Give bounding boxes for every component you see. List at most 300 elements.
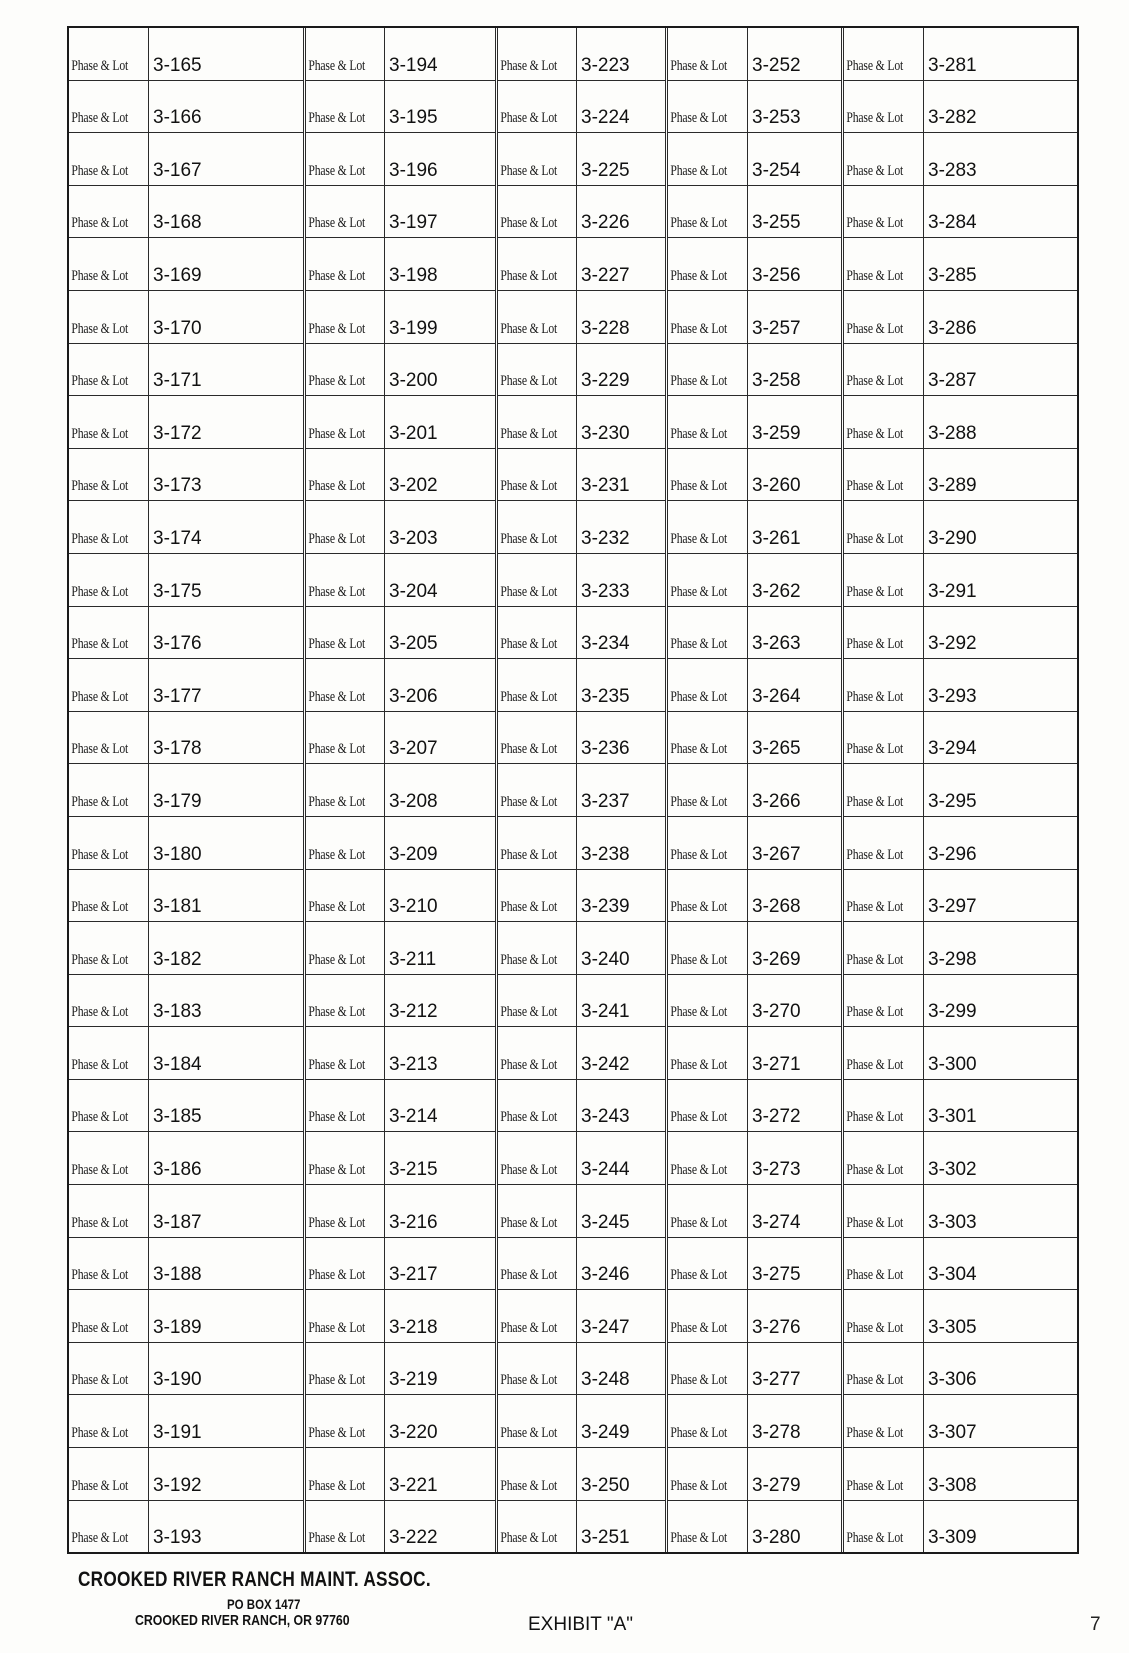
phase-lot-label-cell	[306, 238, 385, 290]
phase-lot-label-cell	[668, 607, 748, 659]
phase-lot-label: Phase & Lot	[308, 425, 366, 442]
table-row	[668, 396, 841, 449]
table-row	[844, 870, 1077, 923]
phase-lot-label-cell	[844, 1290, 924, 1342]
lot-number: 3-257	[752, 317, 801, 339]
phase-lot-label-cell	[844, 1185, 924, 1237]
lot-number: 3-245	[581, 1211, 630, 1233]
phase-lot-label-cell	[844, 186, 924, 238]
phase-lot-label-cell	[844, 133, 924, 185]
phase-lot-label: Phase & Lot	[71, 688, 129, 705]
phase-lot-label: Phase & Lot	[500, 373, 558, 390]
phase-lot-label-cell	[69, 659, 149, 711]
table-row	[69, 501, 303, 554]
table-row	[69, 186, 303, 239]
phase-lot-label: Phase & Lot	[71, 1372, 129, 1389]
lot-column-block	[844, 28, 1077, 1552]
table-row	[306, 449, 495, 502]
table-row	[668, 554, 841, 607]
phase-lot-label: Phase & Lot	[670, 1267, 728, 1284]
phase-lot-label: Phase & Lot	[71, 636, 129, 653]
lot-number: 3-295	[928, 790, 977, 812]
table-row	[498, 291, 665, 344]
lot-number: 3-178	[153, 738, 202, 760]
table-row	[498, 1501, 665, 1553]
table-row	[498, 1395, 665, 1448]
table-row	[844, 1501, 1077, 1553]
table-row	[668, 817, 841, 870]
phase-lot-label: Phase & Lot	[500, 110, 558, 127]
lot-number: 3-293	[928, 685, 977, 707]
table-row	[306, 291, 495, 344]
table-row	[498, 186, 665, 239]
phase-lot-label-cell	[306, 712, 385, 764]
organization-name: CROOKED RIVER RANCH MAINT. ASSOC.	[78, 1568, 431, 1591]
phase-lot-label-cell	[668, 291, 748, 343]
lot-number: 3-272	[752, 1106, 801, 1128]
phase-lot-label-cell	[306, 1027, 385, 1079]
lot-number: 3-206	[389, 685, 438, 707]
phase-lot-label-cell	[844, 975, 924, 1027]
phase-lot-label-cell	[498, 1343, 577, 1395]
lot-number: 3-297	[928, 896, 977, 918]
phase-lot-label: Phase & Lot	[308, 1162, 366, 1179]
page-number: 7	[1090, 1614, 1101, 1635]
phase-lot-label: Phase & Lot	[846, 1056, 904, 1073]
table-row	[69, 712, 303, 765]
phase-lot-label-cell	[844, 1395, 924, 1447]
lot-number: 3-191	[153, 1422, 202, 1444]
table-row	[306, 1185, 495, 1238]
phase-lot-label-cell	[306, 501, 385, 553]
phase-lot-label: Phase & Lot	[670, 478, 728, 495]
table-row	[844, 81, 1077, 134]
phase-lot-label: Phase & Lot	[500, 1425, 558, 1442]
phase-lot-label-cell	[69, 1238, 149, 1290]
phase-lot-label: Phase & Lot	[71, 1319, 129, 1336]
phase-lot-label: Phase & Lot	[670, 1530, 728, 1547]
table-row	[668, 1185, 841, 1238]
lot-number: 3-271	[752, 1053, 801, 1075]
table-row	[306, 133, 495, 186]
phase-lot-label-cell	[69, 186, 149, 238]
table-row	[306, 1501, 495, 1553]
phase-lot-label: Phase & Lot	[308, 1109, 366, 1126]
lot-number: 3-247	[581, 1316, 630, 1338]
lot-number: 3-189	[153, 1316, 202, 1338]
lot-number: 3-256	[752, 264, 801, 286]
lot-number: 3-305	[928, 1316, 977, 1338]
lot-number: 3-180	[153, 843, 202, 865]
lot-number: 3-308	[928, 1474, 977, 1496]
phase-lot-label: Phase & Lot	[670, 583, 728, 600]
lot-number: 3-188	[153, 1264, 202, 1286]
lot-number: 3-172	[153, 422, 202, 444]
phase-lot-label: Phase & Lot	[308, 530, 366, 547]
lot-number: 3-263	[752, 633, 801, 655]
phase-lot-label-cell	[69, 712, 149, 764]
lot-number: 3-250	[581, 1474, 630, 1496]
table-row	[306, 1080, 495, 1133]
table-row	[844, 1395, 1077, 1448]
lot-number: 3-195	[389, 107, 438, 129]
table-row	[498, 817, 665, 870]
phase-lot-label: Phase & Lot	[670, 1477, 728, 1494]
phase-lot-label: Phase & Lot	[71, 1267, 129, 1284]
table-row	[306, 1395, 495, 1448]
lot-number: 3-258	[752, 370, 801, 392]
lot-number: 3-285	[928, 264, 977, 286]
table-row	[844, 344, 1077, 397]
phase-lot-label-cell	[69, 922, 149, 974]
phase-lot-label-cell	[306, 1185, 385, 1237]
table-row	[844, 1238, 1077, 1291]
phase-lot-label: Phase & Lot	[846, 530, 904, 547]
lot-number: 3-167	[153, 159, 202, 181]
phase-lot-label-cell	[306, 764, 385, 816]
table-row	[69, 922, 303, 975]
table-row	[306, 1027, 495, 1080]
lot-number: 3-273	[752, 1159, 801, 1181]
table-row	[306, 1238, 495, 1291]
lot-number: 3-179	[153, 790, 202, 812]
table-row	[306, 81, 495, 134]
po-box: PO BOX 1477	[227, 1596, 301, 1612]
phase-lot-label: Phase & Lot	[670, 320, 728, 337]
phase-lot-label: Phase & Lot	[670, 267, 728, 284]
table-row	[306, 1132, 495, 1185]
table-row	[668, 238, 841, 291]
phase-lot-label: Phase & Lot	[71, 1109, 129, 1126]
table-row	[498, 81, 665, 134]
lot-number: 3-287	[928, 370, 977, 392]
phase-lot-label-cell	[69, 817, 149, 869]
phase-lot-label-cell	[844, 501, 924, 553]
phase-lot-label: Phase & Lot	[71, 793, 129, 810]
lot-number: 3-240	[581, 948, 630, 970]
phase-lot-label-cell	[498, 28, 577, 80]
lot-number: 3-264	[752, 685, 801, 707]
table-row	[668, 291, 841, 344]
lot-number: 3-278	[752, 1422, 801, 1444]
lot-number: 3-185	[153, 1106, 202, 1128]
phase-lot-label-cell	[498, 186, 577, 238]
lot-number: 3-249	[581, 1422, 630, 1444]
lot-number: 3-235	[581, 685, 630, 707]
phase-lot-label-cell	[69, 344, 149, 396]
table-row	[844, 1448, 1077, 1501]
phase-lot-label: Phase & Lot	[670, 951, 728, 968]
phase-lot-label-cell	[69, 1185, 149, 1237]
phase-lot-label-cell	[69, 1448, 149, 1500]
phase-lot-label: Phase & Lot	[670, 1109, 728, 1126]
phase-lot-label-cell	[306, 554, 385, 606]
phase-lot-label: Phase & Lot	[846, 267, 904, 284]
phase-lot-label-cell	[668, 1448, 748, 1500]
lot-number: 3-231	[581, 475, 630, 497]
phase-lot-label: Phase & Lot	[308, 162, 366, 179]
table-row	[844, 554, 1077, 607]
phase-lot-label: Phase & Lot	[308, 215, 366, 232]
phase-lot-label: Phase & Lot	[308, 1319, 366, 1336]
phase-lot-label: Phase & Lot	[500, 1319, 558, 1336]
phase-lot-label-cell	[668, 1238, 748, 1290]
phase-lot-label: Phase & Lot	[71, 215, 129, 232]
phase-lot-label-cell	[69, 1132, 149, 1184]
table-row	[668, 1448, 841, 1501]
phase-lot-label-cell	[668, 238, 748, 290]
table-row	[306, 1448, 495, 1501]
lot-number: 3-280	[752, 1527, 801, 1549]
lot-number: 3-219	[389, 1369, 438, 1391]
table-row	[498, 975, 665, 1028]
phase-lot-label-cell	[306, 975, 385, 1027]
lot-number: 3-277	[752, 1369, 801, 1391]
phase-lot-label-cell	[498, 1132, 577, 1184]
lot-number: 3-212	[389, 1001, 438, 1023]
lot-number: 3-210	[389, 896, 438, 918]
phase-lot-label-cell	[844, 870, 924, 922]
table-row	[69, 1501, 303, 1553]
lot-number: 3-227	[581, 264, 630, 286]
phase-lot-label: Phase & Lot	[71, 1425, 129, 1442]
lot-number: 3-177	[153, 685, 202, 707]
phase-lot-label-cell	[668, 1080, 748, 1132]
phase-lot-label-cell	[498, 764, 577, 816]
phase-lot-label: Phase & Lot	[71, 583, 129, 600]
table-row	[668, 344, 841, 397]
phase-lot-label: Phase & Lot	[670, 1162, 728, 1179]
table-row	[668, 28, 841, 81]
table-row	[668, 1027, 841, 1080]
phase-lot-label: Phase & Lot	[500, 1214, 558, 1231]
lot-number: 3-260	[752, 475, 801, 497]
phase-lot-label: Phase & Lot	[846, 1267, 904, 1284]
phase-lot-label: Phase & Lot	[846, 636, 904, 653]
phase-lot-label: Phase & Lot	[846, 846, 904, 863]
phase-lot-label: Phase & Lot	[71, 530, 129, 547]
phase-lot-label: Phase & Lot	[846, 688, 904, 705]
phase-lot-label-cell	[844, 659, 924, 711]
table-row	[668, 764, 841, 817]
lot-number: 3-255	[752, 212, 801, 234]
phase-lot-label-cell	[668, 870, 748, 922]
phase-lot-label: Phase & Lot	[71, 1530, 129, 1547]
table-row	[306, 870, 495, 923]
lot-number: 3-175	[153, 580, 202, 602]
phase-lot-label: Phase & Lot	[308, 688, 366, 705]
lot-number: 3-218	[389, 1316, 438, 1338]
phase-lot-label: Phase & Lot	[846, 57, 904, 74]
phase-lot-label-cell	[668, 1343, 748, 1395]
phase-lot-label: Phase & Lot	[71, 320, 129, 337]
lot-number: 3-253	[752, 107, 801, 129]
phase-lot-label-cell	[69, 1290, 149, 1342]
table-row	[668, 659, 841, 712]
lot-number: 3-298	[928, 948, 977, 970]
table-row	[306, 28, 495, 81]
table-row	[498, 238, 665, 291]
table-row	[668, 449, 841, 502]
lot-number: 3-192	[153, 1474, 202, 1496]
phase-lot-label: Phase & Lot	[500, 951, 558, 968]
table-row	[69, 1290, 303, 1343]
table-row	[306, 1343, 495, 1396]
table-row	[844, 712, 1077, 765]
table-row	[844, 764, 1077, 817]
lot-number: 3-193	[153, 1527, 202, 1549]
lot-number: 3-276	[752, 1316, 801, 1338]
table-row	[498, 28, 665, 81]
lot-number: 3-199	[389, 317, 438, 339]
phase-lot-label: Phase & Lot	[500, 267, 558, 284]
lot-number: 3-216	[389, 1211, 438, 1233]
phase-lot-label: Phase & Lot	[500, 57, 558, 74]
phase-lot-label-cell	[498, 291, 577, 343]
lot-number: 3-223	[581, 54, 630, 76]
table-row	[844, 607, 1077, 660]
phase-lot-label-cell	[69, 554, 149, 606]
phase-lot-label-cell	[306, 28, 385, 80]
table-row	[668, 1501, 841, 1553]
phase-lot-label-cell	[844, 291, 924, 343]
phase-lot-label: Phase & Lot	[846, 320, 904, 337]
lot-number: 3-197	[389, 212, 438, 234]
lot-number: 3-265	[752, 738, 801, 760]
lot-number: 3-304	[928, 1264, 977, 1286]
table-row	[69, 1448, 303, 1501]
phase-lot-label-cell	[498, 81, 577, 133]
phase-lot-label: Phase & Lot	[670, 373, 728, 390]
lot-number: 3-203	[389, 527, 438, 549]
lot-table	[67, 26, 1079, 1554]
table-row	[498, 712, 665, 765]
lot-number: 3-236	[581, 738, 630, 760]
phase-lot-label-cell	[306, 1238, 385, 1290]
phase-lot-label: Phase & Lot	[846, 373, 904, 390]
phase-lot-label-cell	[69, 1027, 149, 1079]
phase-lot-label: Phase & Lot	[308, 951, 366, 968]
table-row	[668, 1132, 841, 1185]
phase-lot-label: Phase & Lot	[308, 846, 366, 863]
phase-lot-label-cell	[668, 186, 748, 238]
phase-lot-label-cell	[498, 238, 577, 290]
lot-number: 3-242	[581, 1053, 630, 1075]
phase-lot-label: Phase & Lot	[846, 793, 904, 810]
lot-number: 3-200	[389, 370, 438, 392]
table-row	[69, 1238, 303, 1291]
phase-lot-label-cell	[668, 1185, 748, 1237]
lot-number: 3-286	[928, 317, 977, 339]
phase-lot-label: Phase & Lot	[846, 1162, 904, 1179]
phase-lot-label: Phase & Lot	[670, 1004, 728, 1021]
phase-lot-label-cell	[306, 1395, 385, 1447]
phase-lot-label: Phase & Lot	[308, 899, 366, 916]
phase-lot-label: Phase & Lot	[846, 741, 904, 758]
phase-lot-label-cell	[498, 344, 577, 396]
table-row	[498, 1185, 665, 1238]
phase-lot-label: Phase & Lot	[500, 741, 558, 758]
table-row	[498, 659, 665, 712]
lot-number: 3-279	[752, 1474, 801, 1496]
lot-number: 3-194	[389, 54, 438, 76]
lot-number: 3-292	[928, 633, 977, 655]
phase-lot-label: Phase & Lot	[500, 1267, 558, 1284]
lot-number: 3-239	[581, 896, 630, 918]
table-row	[69, 396, 303, 449]
phase-lot-label-cell	[306, 186, 385, 238]
phase-lot-label: Phase & Lot	[71, 57, 129, 74]
phase-lot-label: Phase & Lot	[670, 57, 728, 74]
phase-lot-label: Phase & Lot	[500, 1530, 558, 1547]
lot-number: 3-268	[752, 896, 801, 918]
lot-number: 3-306	[928, 1369, 977, 1391]
phase-lot-label-cell	[844, 1132, 924, 1184]
phase-lot-label: Phase & Lot	[500, 1372, 558, 1389]
phase-lot-label-cell	[306, 133, 385, 185]
table-row	[844, 186, 1077, 239]
table-row	[306, 922, 495, 975]
phase-lot-label-cell	[69, 133, 149, 185]
phase-lot-label-cell	[306, 291, 385, 343]
phase-lot-label-cell	[844, 1238, 924, 1290]
table-row	[69, 344, 303, 397]
phase-lot-label: Phase & Lot	[670, 1056, 728, 1073]
lot-number: 3-196	[389, 159, 438, 181]
table-row	[69, 554, 303, 607]
phase-lot-label-cell	[844, 396, 924, 448]
phase-lot-label-cell	[498, 922, 577, 974]
lot-number: 3-261	[752, 527, 801, 549]
phase-lot-label: Phase & Lot	[308, 583, 366, 600]
table-row	[498, 1290, 665, 1343]
lot-number: 3-301	[928, 1106, 977, 1128]
table-row	[498, 1132, 665, 1185]
lot-number: 3-217	[389, 1264, 438, 1286]
lot-number: 3-246	[581, 1264, 630, 1286]
lot-number: 3-208	[389, 790, 438, 812]
phase-lot-label: Phase & Lot	[308, 320, 366, 337]
phase-lot-label: Phase & Lot	[500, 530, 558, 547]
lot-number: 3-170	[153, 317, 202, 339]
lot-number: 3-270	[752, 1001, 801, 1023]
table-row	[668, 1395, 841, 1448]
phase-lot-label: Phase & Lot	[670, 1425, 728, 1442]
phase-lot-label-cell	[668, 1027, 748, 1079]
phase-lot-label: Phase & Lot	[71, 267, 129, 284]
table-row	[69, 975, 303, 1028]
phase-lot-label-cell	[498, 1290, 577, 1342]
table-row	[498, 554, 665, 607]
phase-lot-label: Phase & Lot	[71, 1056, 129, 1073]
table-row	[668, 712, 841, 765]
table-row	[306, 186, 495, 239]
lot-number: 3-166	[153, 107, 202, 129]
phase-lot-label: Phase & Lot	[670, 793, 728, 810]
table-row	[306, 554, 495, 607]
phase-lot-label-cell	[668, 1395, 748, 1447]
table-row	[498, 922, 665, 975]
phase-lot-label-cell	[69, 1080, 149, 1132]
lot-number: 3-209	[389, 843, 438, 865]
lot-number: 3-281	[928, 54, 977, 76]
lot-number: 3-283	[928, 159, 977, 181]
lot-number: 3-290	[928, 527, 977, 549]
table-row	[498, 607, 665, 660]
phase-lot-label-cell	[844, 817, 924, 869]
lot-number: 3-275	[752, 1264, 801, 1286]
lot-number: 3-229	[581, 370, 630, 392]
